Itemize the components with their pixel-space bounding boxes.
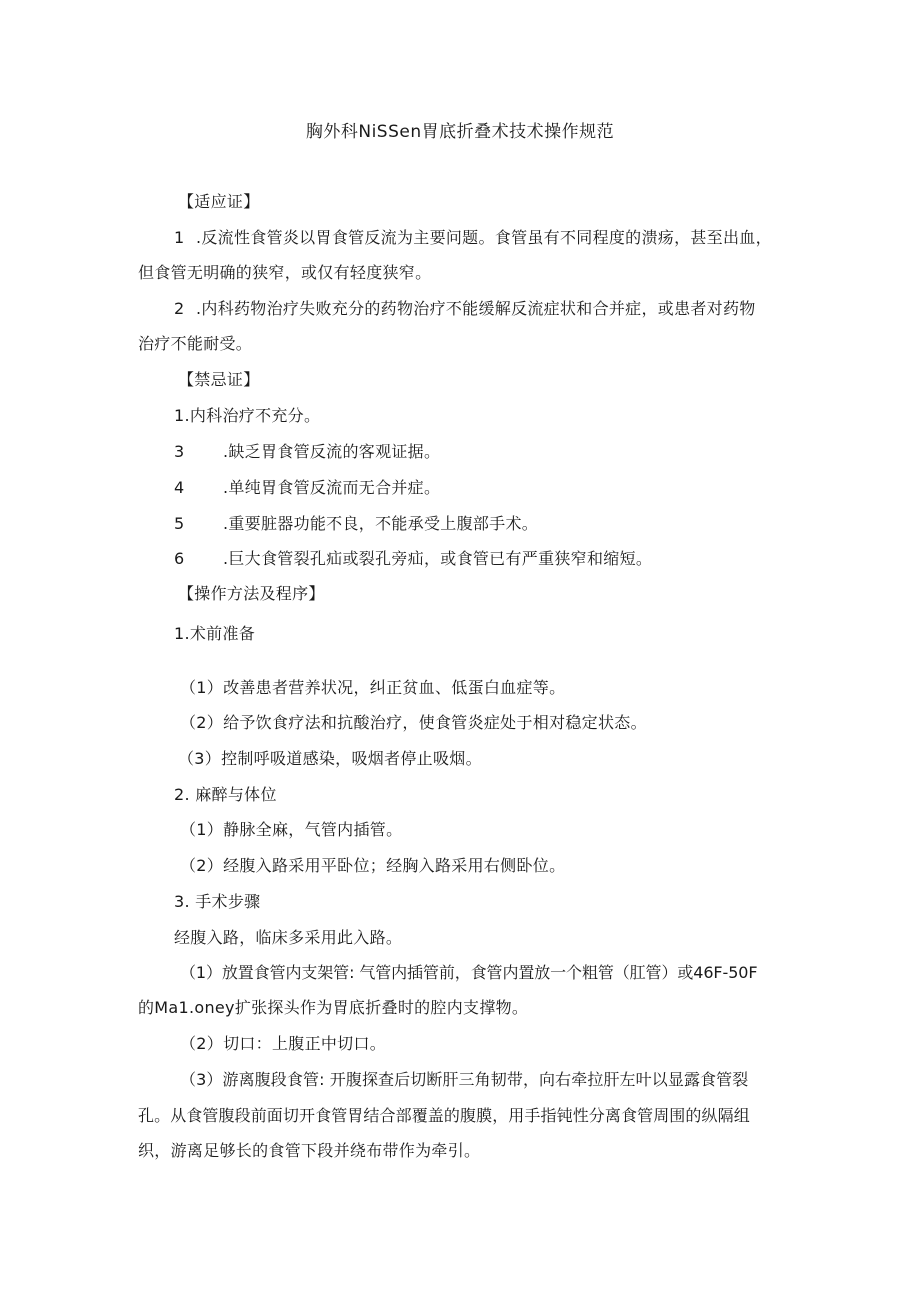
indications-header: 【适应证】 <box>178 192 260 211</box>
step-3-line-3: 织，游离足够长的食管下段并绕布带作为牵引。 <box>138 1141 481 1160</box>
anesthesia-item-1: （1）静脉全麻，气管内插管。 <box>180 820 403 839</box>
step-1-line-2: 的Ma1.oney扩张探头作为胃底折叠时的腔内支撑物。 <box>138 998 529 1017</box>
indication-1-line-2: 但食管无明确的狭窄，或仅有轻度狭窄。 <box>138 263 432 282</box>
contraindication-4-text: .单纯胃食管反流而无合并症。 <box>223 478 441 497</box>
procedure-header: 【操作方法及程序】 <box>178 584 325 603</box>
page-title: 胸外科NiSSen胃底折叠术技术操作规范 <box>305 122 615 142</box>
indication-2-line-2: 治疗不能耐受。 <box>138 334 253 353</box>
indication-2-number: 2 <box>174 299 185 318</box>
prep-item-2: （2）给予饮食疗法和抗酸治疗，使食管炎症处于相对稳定状态。 <box>180 713 647 732</box>
contraindication-4-number: 4 <box>174 478 185 497</box>
indication-2-line-1: .内科药物治疗失败充分的药物治疗不能缓解反流症状和合并症，或患者对药物 <box>196 299 756 318</box>
step-1-line-1: （1）放置食管内支架管: 气管内插管前，食管内置放一个粗管（肛管）或46F-50F <box>180 963 758 982</box>
steps-heading: 3. 手术步骤 <box>174 892 261 911</box>
steps-intro: 经腹入路，临床多采用此入路。 <box>174 928 403 947</box>
indication-1-line-1: .反流性食管炎以胃食管反流为主要问题。食管虽有不同程度的溃疡，甚至出血， <box>196 228 772 247</box>
step-2: （2）切口：上腹正中切口。 <box>180 1034 387 1053</box>
contraindication-5-number: 5 <box>174 514 185 533</box>
anesthesia-heading: 2. 麻醉与体位 <box>174 785 277 804</box>
contraindication-3-number: 3 <box>174 442 185 461</box>
contraindication-1: 1.内科治疗不充分。 <box>174 406 321 425</box>
step-3-line-2: 孔。从食管腹段前面切开食管胃结合部覆盖的腹膜，用手指钝性分离食管周围的纵隔组 <box>138 1106 750 1125</box>
contraindication-5-text: .重要脏器功能不良，不能承受上腹部手术。 <box>223 514 539 533</box>
indication-1-number: 1 <box>174 228 185 247</box>
prep-item-1: （1）改善患者营养状况，纠正贫血、低蛋白血症等。 <box>180 678 566 697</box>
contraindications-header: 【禁忌证】 <box>178 370 260 389</box>
prep-item-3: （3）控制呼吸道感染，吸烟者停止吸烟。 <box>178 749 482 768</box>
contraindication-6-text: .巨大食管裂孔疝或裂孔旁疝，或食管已有严重狭窄和缩短。 <box>223 549 653 568</box>
contraindication-6-number: 6 <box>174 549 185 568</box>
contraindication-3-text: .缺乏胃食管反流的客观证据。 <box>223 442 441 461</box>
anesthesia-item-2: （2）经腹入路采用平卧位；经胸入路采用右侧卧位。 <box>180 856 566 875</box>
prep-heading: 1.术前准备 <box>174 624 256 643</box>
step-3-line-1: （3）游离腹段食管: 开腹探查后切断肝三角韧带，向右牵拉肝左叶以显露食管裂 <box>180 1070 749 1089</box>
